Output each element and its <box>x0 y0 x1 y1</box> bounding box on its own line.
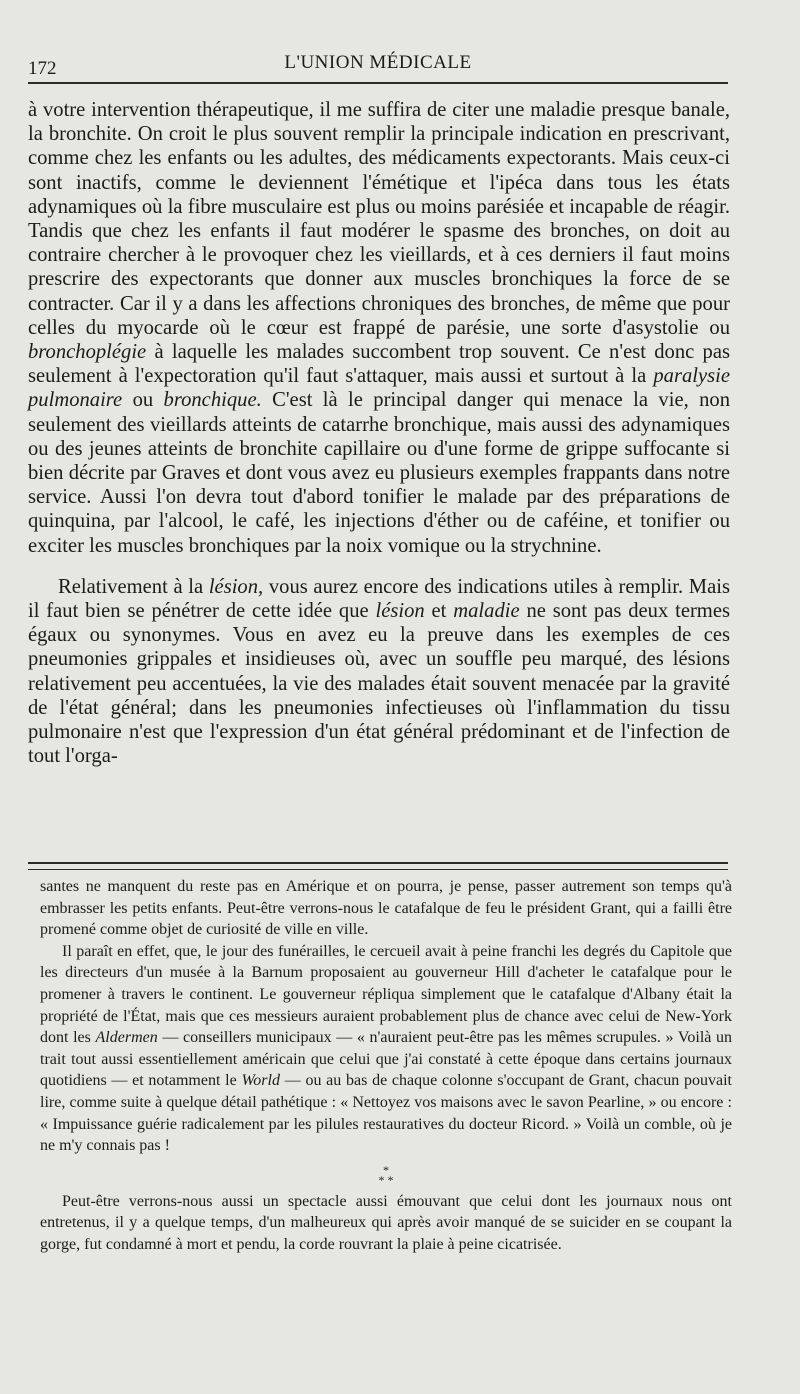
footnotes <box>40 876 732 1256</box>
text-run: Il paraît en effet, que, le jour des funérailles, le cercueil avait à peine franchi les degrés du Capitole que les directeurs d'un musée à la Barnum proposaient au gouverneur Hill d'acheter le catafalque pour le promener à travers le continent. Le gouverneur répliqua simplement que le catafalque d'Albany était la propriété de l'État, mais que ces messieurs auraient probablement plus de chance avec celui de New-York dont les <box>40 942 732 1047</box>
italic-term: lésion <box>375 600 425 623</box>
text-run: ou <box>122 389 164 412</box>
italic-term: bronchoplégie <box>28 341 147 364</box>
header-rule <box>28 82 728 84</box>
text-run: à laquelle les malades succombent trop souvent. Ce n'est donc pas seulement à l'expectoration qu'il faut s'attaquer, mais aussi et surtout à la <box>28 341 730 388</box>
running-title: L'UNION MÉDICALE <box>284 52 472 73</box>
body-paragraph-1 <box>28 98 730 558</box>
page-number: 172 <box>28 58 57 79</box>
text-run: Relativement à la <box>58 575 209 598</box>
asterism-bottom: * * <box>378 1172 394 1187</box>
italic-term: bronchique. <box>163 389 262 412</box>
italic-term: paralysie pulmonaire <box>28 365 730 412</box>
text-run: vous aurez encore des indications utiles à remplir. Mais il faut bien se pénétrer de cette idée que <box>28 575 730 623</box>
page-header <box>28 52 728 82</box>
text-run: et <box>424 600 454 623</box>
italic-term: World <box>241 1072 280 1090</box>
main-text <box>28 98 730 768</box>
footnote-paragraph-2 <box>40 941 732 1157</box>
text-run: — conseillers municipaux — « n'auraient peut-être pas les mêmes scrupules. » Voilà un trait tout aussi essentiellement américain que celui que j'ai constaté à cette époque dans certains journaux quotidiens — et notamment le <box>40 1029 733 1090</box>
footnote-rule <box>28 862 728 870</box>
asterism-top: * <box>383 1162 389 1177</box>
asterism-separator <box>40 1162 732 1187</box>
text-run: C'est là le principal danger qui menace la vie, non seulement des vieillards atteints de catarrhe bronchique, mais aussi des adynamiques ou des jeunes atteints de bronchite capillaire ou d'une forme de grippe suffocante si bien décrite par Graves et dont vous avez eu plusieurs exemples frappants dans notre service. Aussi l'on devra tout d'abord tonifier le malade par des préparations de quinquina, par l'alcool, le café, les injections d'éther ou de caféine, et tonifier ou exciter les muscles bronchiques par la noix vomique ou la strychnine. <box>28 389 730 557</box>
italic-term: lésion, <box>208 575 264 598</box>
text-run: ne sont pas deux termes égaux ou synonymes. Vous en avez eu la preuve dans les exemples de ces pneumonies grippales et insidieuses où, avec un souffle peu marqué, des lésions relativement peu accentuées, la vie des malades était souvent menacée par la gravité de l'état général; dans les pneumonies infectieuses où l'inflammation du tissu pulmonaire n'est que l'expression d'un état général prédominant et de l'infection de tout l'orga- <box>28 600 730 768</box>
italic-term: maladie <box>453 600 520 623</box>
italic-term: Aldermen <box>95 1029 158 1047</box>
footnote-paragraph-1: santes ne manquent du reste pas en Amérique et on pourra, je pense, passer autrement son temps qu'à embrasser les petits enfants. Peut-être verrons-nous le catafalque de feu le président Grant, qui a failli être promené comme objet de curiosité de ville en ville. <box>40 878 732 939</box>
body-paragraph-2 <box>28 575 730 769</box>
footnote-paragraph-3: Peut-être verrons-nous aussi un spectacle aussi émouvant que celui dont les journaux nous ont entretenus, il y a quelque temps, d'un malheureux qui après avoir manqué de se suicider en se coupant la gorge, fut condamné à mort et pendu, la corde rouvrant la plaie à peine cicatrisée. <box>40 1192 732 1253</box>
text-run: — ou au bas de chaque colonne s'occupant de Grant, chacun pouvait lire, comme suite à quelque détail pathétique : « Nettoyez vos maisons avec le savon Pearline, » ou encore : « Impuissance guérie radicalement par les pilules restauratives du docteur Ricord. » Voilà un comble, où je ne m'y connais pas ! <box>40 1072 732 1155</box>
text-run: à votre intervention thérapeutique, il me suffira de citer une maladie presque banale, la bronchite. On croit le plus souvent remplir la principale indication en prescrivant, comme chez les enfants ou les adultes, des médicaments expectorants. Mais ceux-ci sont inactifs, comme le deviennent l'émétique et l'ipéca dans tous les états adynamiques où la fibre musculaire est plus ou moins parésiée et incapable de réagir. Tandis que chez les enfants il faut modérer le spasme des bronches, on doit au contraire chercher à le provoquer chez les vieillards, et à ces derniers il faut moins prescrire des expectorants que donner aux muscles bronchiques la force de se contracter. Car il y a dans les affections chroniques des bronches, de même que pour celles du myocarde où le cœur est frappé de parésie, une sorte d'asystolie ou <box>28 99 730 339</box>
